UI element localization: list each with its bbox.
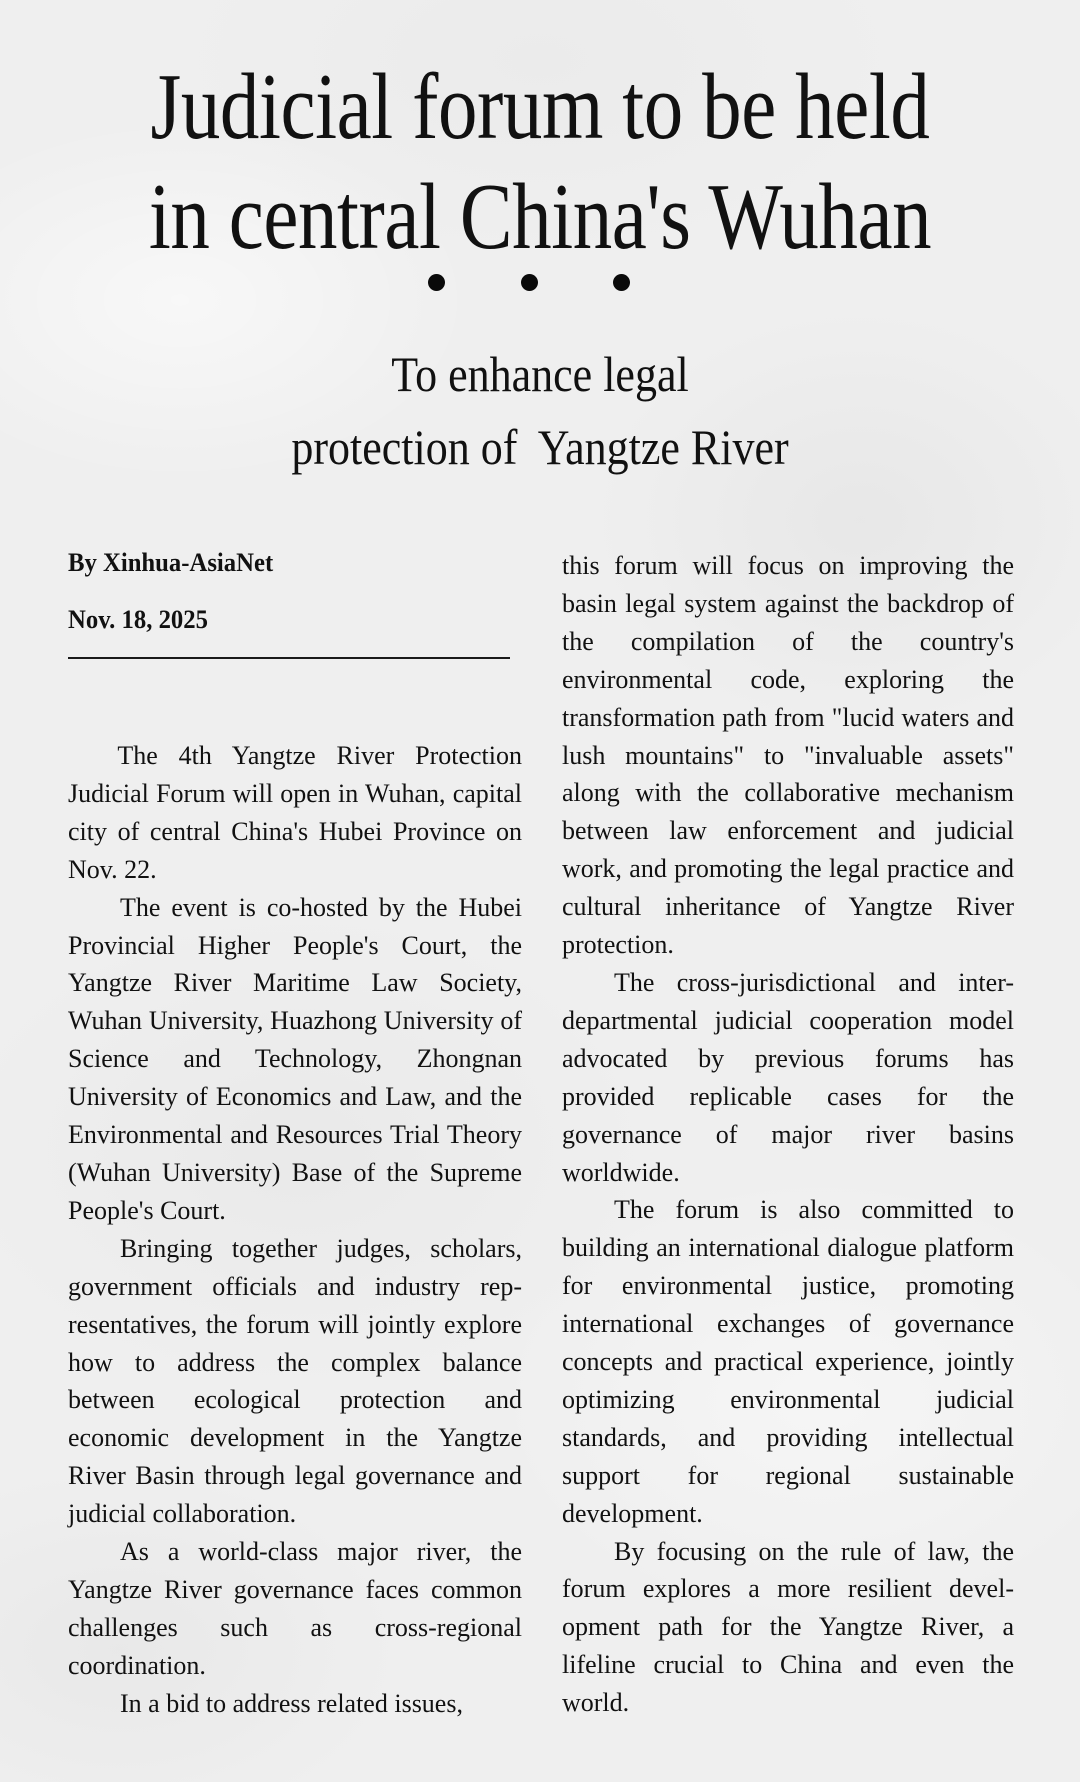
paragraph: As a world-class major river, the Yangtze River governance faces common challenges such as cross-regional coordination. [68, 1537, 522, 1680]
dot-icon [428, 274, 445, 291]
three-dots-separator [0, 274, 1080, 292]
headline-line-1: Judicial forum to be held [150, 55, 930, 159]
dot-icon [521, 274, 538, 291]
paragraph: The cross-jurisdictional and inter-departmental judicial cooperation model advocated by previous forums has provided replicable cases for the governance of major river basins worldwide. [562, 967, 1014, 1187]
paragraph: The event is co-hosted by the Hubei Provincial Higher People's Court, the Yangtze River Maritime Law Society, Wuhan University, Huazhong University of Science and Technology, Zhongnan University of Economics and Law, and the Environmental and Resources Trial Theory (Wuhan University) Base of the Supreme People's Court. [68, 892, 522, 1225]
subheadline-line-2: protection of Yangtze River [291, 419, 789, 475]
subheadline-line-1: To enhance legal [391, 346, 689, 402]
paragraph: By focusing on the rule of law, the forum explores a more resilient development path for the Yangtze River, a lifeline crucial to China and even the world. [562, 1536, 1014, 1718]
dot-icon [613, 274, 630, 291]
paragraph: Bringing together judges, scholars, government officials and industry representatives, the forum will jointly explore how to address the complex balance between ecological protection and economic development in the Yangtze River Basin through legal governance and judicial collaboration. [68, 1233, 522, 1529]
paragraph: In a bid to address related issues, [120, 1688, 463, 1718]
byline-author: By Xinhua-AsiaNet [68, 548, 274, 577]
subheadline [0, 338, 1080, 484]
byline-divider [68, 657, 510, 659]
byline [68, 548, 528, 635]
paragraph: The forum is also committed to building an international dialogue platform for environmental justice, promoting international exchanges of governance concepts and practical experience, jointly optimizing environmental judicial standards, and providing intellectual support for regional sustainable development. [562, 1195, 1014, 1528]
article-column-right [562, 547, 1014, 1722]
byline-date: Nov. 18, 2025 [68, 605, 208, 634]
headline [0, 52, 1080, 272]
paragraph-continued: this forum will focus on improving the basin legal system against the backdrop of the compilation of the country's environmental code, exploring the transformation path from "lucid waters and lush mountains" to "invaluable assets" along with the collaborative mechanism between law enforcement and judicial work, and promoting the legal practice and cultural inheritance of Yangtze River protection. [562, 551, 1014, 960]
headline-line-2: in central China's Wuhan [148, 165, 932, 269]
article-column-left [68, 737, 522, 1723]
paragraph: The 4th Yangtze River Protection Judicial Forum will open in Wuhan, capital city of central China's Hubei Province on Nov. 22. [68, 741, 522, 884]
